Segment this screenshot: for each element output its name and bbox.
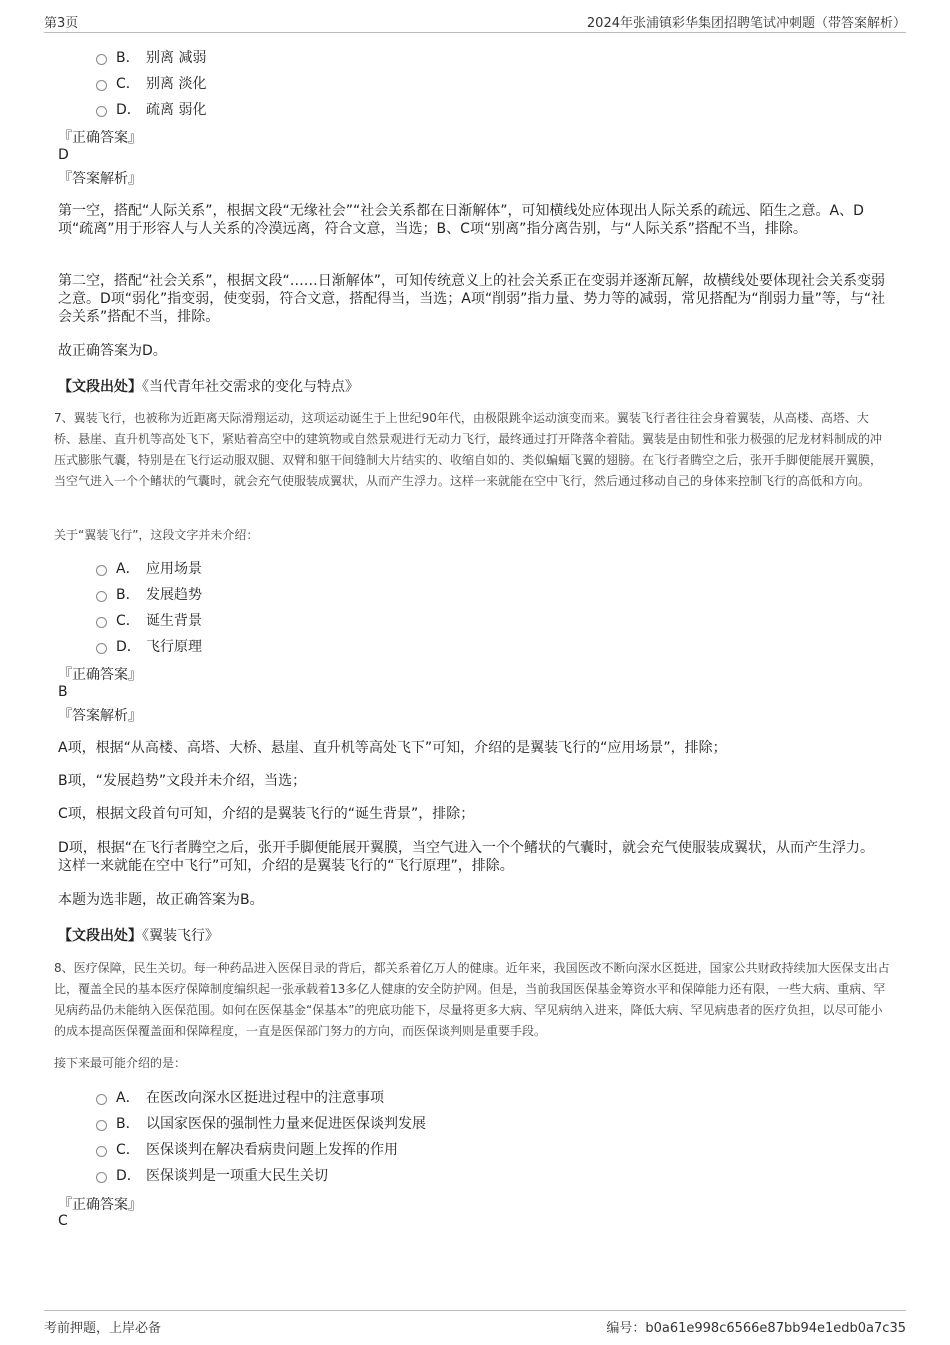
radio-icon[interactable] — [96, 1146, 107, 1157]
option-text: 别离 淡化 — [146, 76, 207, 92]
q7-prompt: 关于“翼装飞行”，这段文字并未介绍： — [54, 528, 259, 542]
radio-icon[interactable] — [96, 1120, 107, 1131]
q7-option-a[interactable] — [96, 557, 202, 579]
option-text: 应用场景 — [146, 561, 202, 577]
option-letter: B． — [116, 50, 140, 66]
option-text: 疏离 弱化 — [146, 102, 207, 118]
q7-analysis-d: D项，根据“在飞行者腾空之后，张开手脚便能展开翼膜，当空气进入一个个鳍状的气囊时，就会充气使服装成翼状，从而产生浮力。这样一来就能在空中飞行”可知，介绍的是翼装飞行的“飞行原理”，排除。 — [58, 840, 875, 874]
option-letter: D． — [116, 639, 141, 655]
radio-icon[interactable] — [96, 591, 107, 602]
option-letter: A． — [116, 1090, 140, 1106]
q8-option-d[interactable] — [96, 1164, 328, 1186]
q8-text: 8、医疗保障，民生关切。每一种药品进入医保目录的背后，都关系着亿万人的健康。近年来，我国医改不断向深水区挺进，国家公共财政持续加大医保支出占比，覆盖全民的基本医疗保障制度编织起一张承载着13多亿人健康的安全防护网。但是，当前我国医保基金筹资水平和保障能力还有限，一些大病、重病、罕见病药品仍未能纳入医保范围。如何在医保基金“保基本”的兜底功能下，尽量将更多大病、罕见病纳入进来，降低大病、罕见病患者的医疗负担，以尽可能小的成本提高医保覆盖面和保障程度，一直是医保部门努力的方向，而医保谈判则是重要手段。 — [54, 961, 890, 1038]
radio-icon[interactable] — [96, 643, 107, 654]
q6-analysis-para-2: 第二空，搭配“社会关系”，根据文段“……日渐解体”，可知传统意义上的社会关系正在变弱并逐渐瓦解，故横线处要体现社会关系变弱之意。D项“弱化”指变弱，使变弱，符合文意，搭配得当，当选；A项“削弱”指力量、势力等的减弱，常见搭配为“削弱力量”等，与“社会关系”搭配不当，排除。 — [58, 273, 886, 325]
q8-option-b[interactable] — [96, 1112, 426, 1134]
option-text: 在医改向深水区挺进过程中的注意事项 — [146, 1090, 384, 1106]
q7-analysis-b: B项，“发展趋势”文段并未介绍，当选； — [58, 773, 307, 789]
footer-slogan: 考前押题，上岸必备 — [44, 1321, 162, 1336]
option-letter: D． — [116, 102, 141, 118]
q8-correct-answer-label: 『正确答案』 — [58, 1197, 142, 1213]
page-footer — [44, 1310, 906, 1337]
option-text: 以国家医保的强制性力量来促进医保谈判发展 — [146, 1116, 426, 1132]
source-title: 《翼装飞行》 — [142, 928, 219, 944]
q7-analysis-a: A项，根据“从高楼、高塔、大桥、悬崖、直升机等高处飞下”可知，介绍的是翼装飞行的“应用场景”，排除； — [58, 740, 727, 756]
q6-correct-answer-label: 『正确答案』 — [58, 130, 142, 146]
document-id: 编号：b0a61e998c6566e87bb94e1edb0a7c35 — [606, 1321, 906, 1336]
q6-analysis-para-1: 第一空，搭配“人际关系”，根据文段“无缘社会”“社会关系都在日渐解体”，可知横线处应体现出人际关系的疏远、陌生之意。A、D项“疏离”用于形容人与人关系的冷漠远离，符合文意，当选；B、C项“别离”指分离告别，与“人际关系”搭配不当，排除。 — [58, 203, 864, 237]
option-letter: C． — [116, 613, 140, 629]
page-number: 第3页 — [44, 16, 79, 31]
radio-icon[interactable] — [96, 1172, 107, 1183]
q8-prompt: 接下来最可能介绍的是： — [54, 1056, 187, 1070]
q6-analysis-label: 『答案解析』 — [58, 171, 142, 187]
option-letter: A． — [116, 561, 140, 577]
radio-icon[interactable] — [96, 54, 107, 65]
q7-source — [58, 925, 219, 945]
q8-option-a[interactable] — [96, 1086, 384, 1108]
option-letter: D． — [116, 1168, 141, 1184]
q8-answer: C — [58, 1213, 68, 1229]
option-letter: C． — [116, 1142, 140, 1158]
option-text: 医保谈判在解决看病贵问题上发挥的作用 — [146, 1142, 398, 1158]
source-label: 【文段出处】 — [58, 379, 142, 395]
option-letter: C． — [116, 76, 140, 92]
q7-answer: B — [58, 684, 68, 700]
option-text: 发展趋势 — [146, 587, 202, 603]
source-label: 【文段出处】 — [58, 928, 142, 944]
q7-analysis-conclusion: 本题为选非题，故正确答案为B。 — [58, 892, 264, 908]
page-header — [44, 10, 906, 33]
radio-icon[interactable] — [96, 617, 107, 628]
q7-option-b[interactable] — [96, 583, 202, 605]
option-text: 别离 减弱 — [146, 50, 207, 66]
q7-option-d[interactable] — [96, 635, 202, 657]
q7-correct-answer-label: 『正确答案』 — [58, 667, 142, 683]
option-letter: B． — [116, 587, 140, 603]
radio-icon[interactable] — [96, 80, 107, 91]
q6-option-b[interactable] — [96, 46, 206, 68]
q6-option-d[interactable] — [96, 98, 206, 120]
source-title: 《当代青年社交需求的变化与特点》 — [142, 379, 359, 395]
q7-analysis-label: 『答案解析』 — [58, 708, 142, 724]
q6-answer: D — [58, 147, 69, 163]
q8-option-c[interactable] — [96, 1138, 398, 1160]
q7-analysis-c: C项，根据文段首句可知，介绍的是翼装飞行的“诞生背景”，排除； — [58, 806, 475, 822]
q7-text: 7、翼装飞行，也被称为近距离天际滑翔运动，这项运动诞生于上世纪90年代，由极限跳伞运动演变而来。翼装飞行者往往会身着翼装，从高楼、高塔、大桥、悬崖、直升机等高处飞下，紧贴着高空中的建筑物或自然景观进行无动力飞行，最终通过打开降落伞着陆。翼装是由韧性和张力极强的尼龙材料制成的冲压式膨胀气囊，特别是在飞行运动服双腿、双臂和躯干间缝制大片结实的、收缩自如的、类似蝙蝠飞翼的翅膀。在飞行者腾空之后，张开手脚便能展开翼膜，当空气进入一个个鳍状的气囊时，就会充气使服装成翼状，从而产生浮力。这样一来就能在空中飞行，然后通过移动自己的身体来控制飞行的高低和方向。 — [54, 411, 883, 488]
radio-icon[interactable] — [96, 1094, 107, 1105]
q7-option-c[interactable] — [96, 609, 202, 631]
option-text: 医保谈判是一项重大民生关切 — [146, 1168, 328, 1184]
option-letter: B． — [116, 1116, 140, 1132]
option-text: 飞行原理 — [146, 639, 202, 655]
radio-icon[interactable] — [96, 106, 107, 117]
option-text: 诞生背景 — [146, 613, 202, 629]
q6-source — [58, 376, 359, 396]
q6-option-c[interactable] — [96, 72, 206, 94]
document-title: 2024年张浦镇彩华集团招聘笔试冲刺题（带答案解析） — [586, 16, 906, 31]
radio-icon[interactable] — [96, 565, 107, 576]
q6-analysis-conclusion: 故正确答案为D。 — [58, 343, 167, 359]
